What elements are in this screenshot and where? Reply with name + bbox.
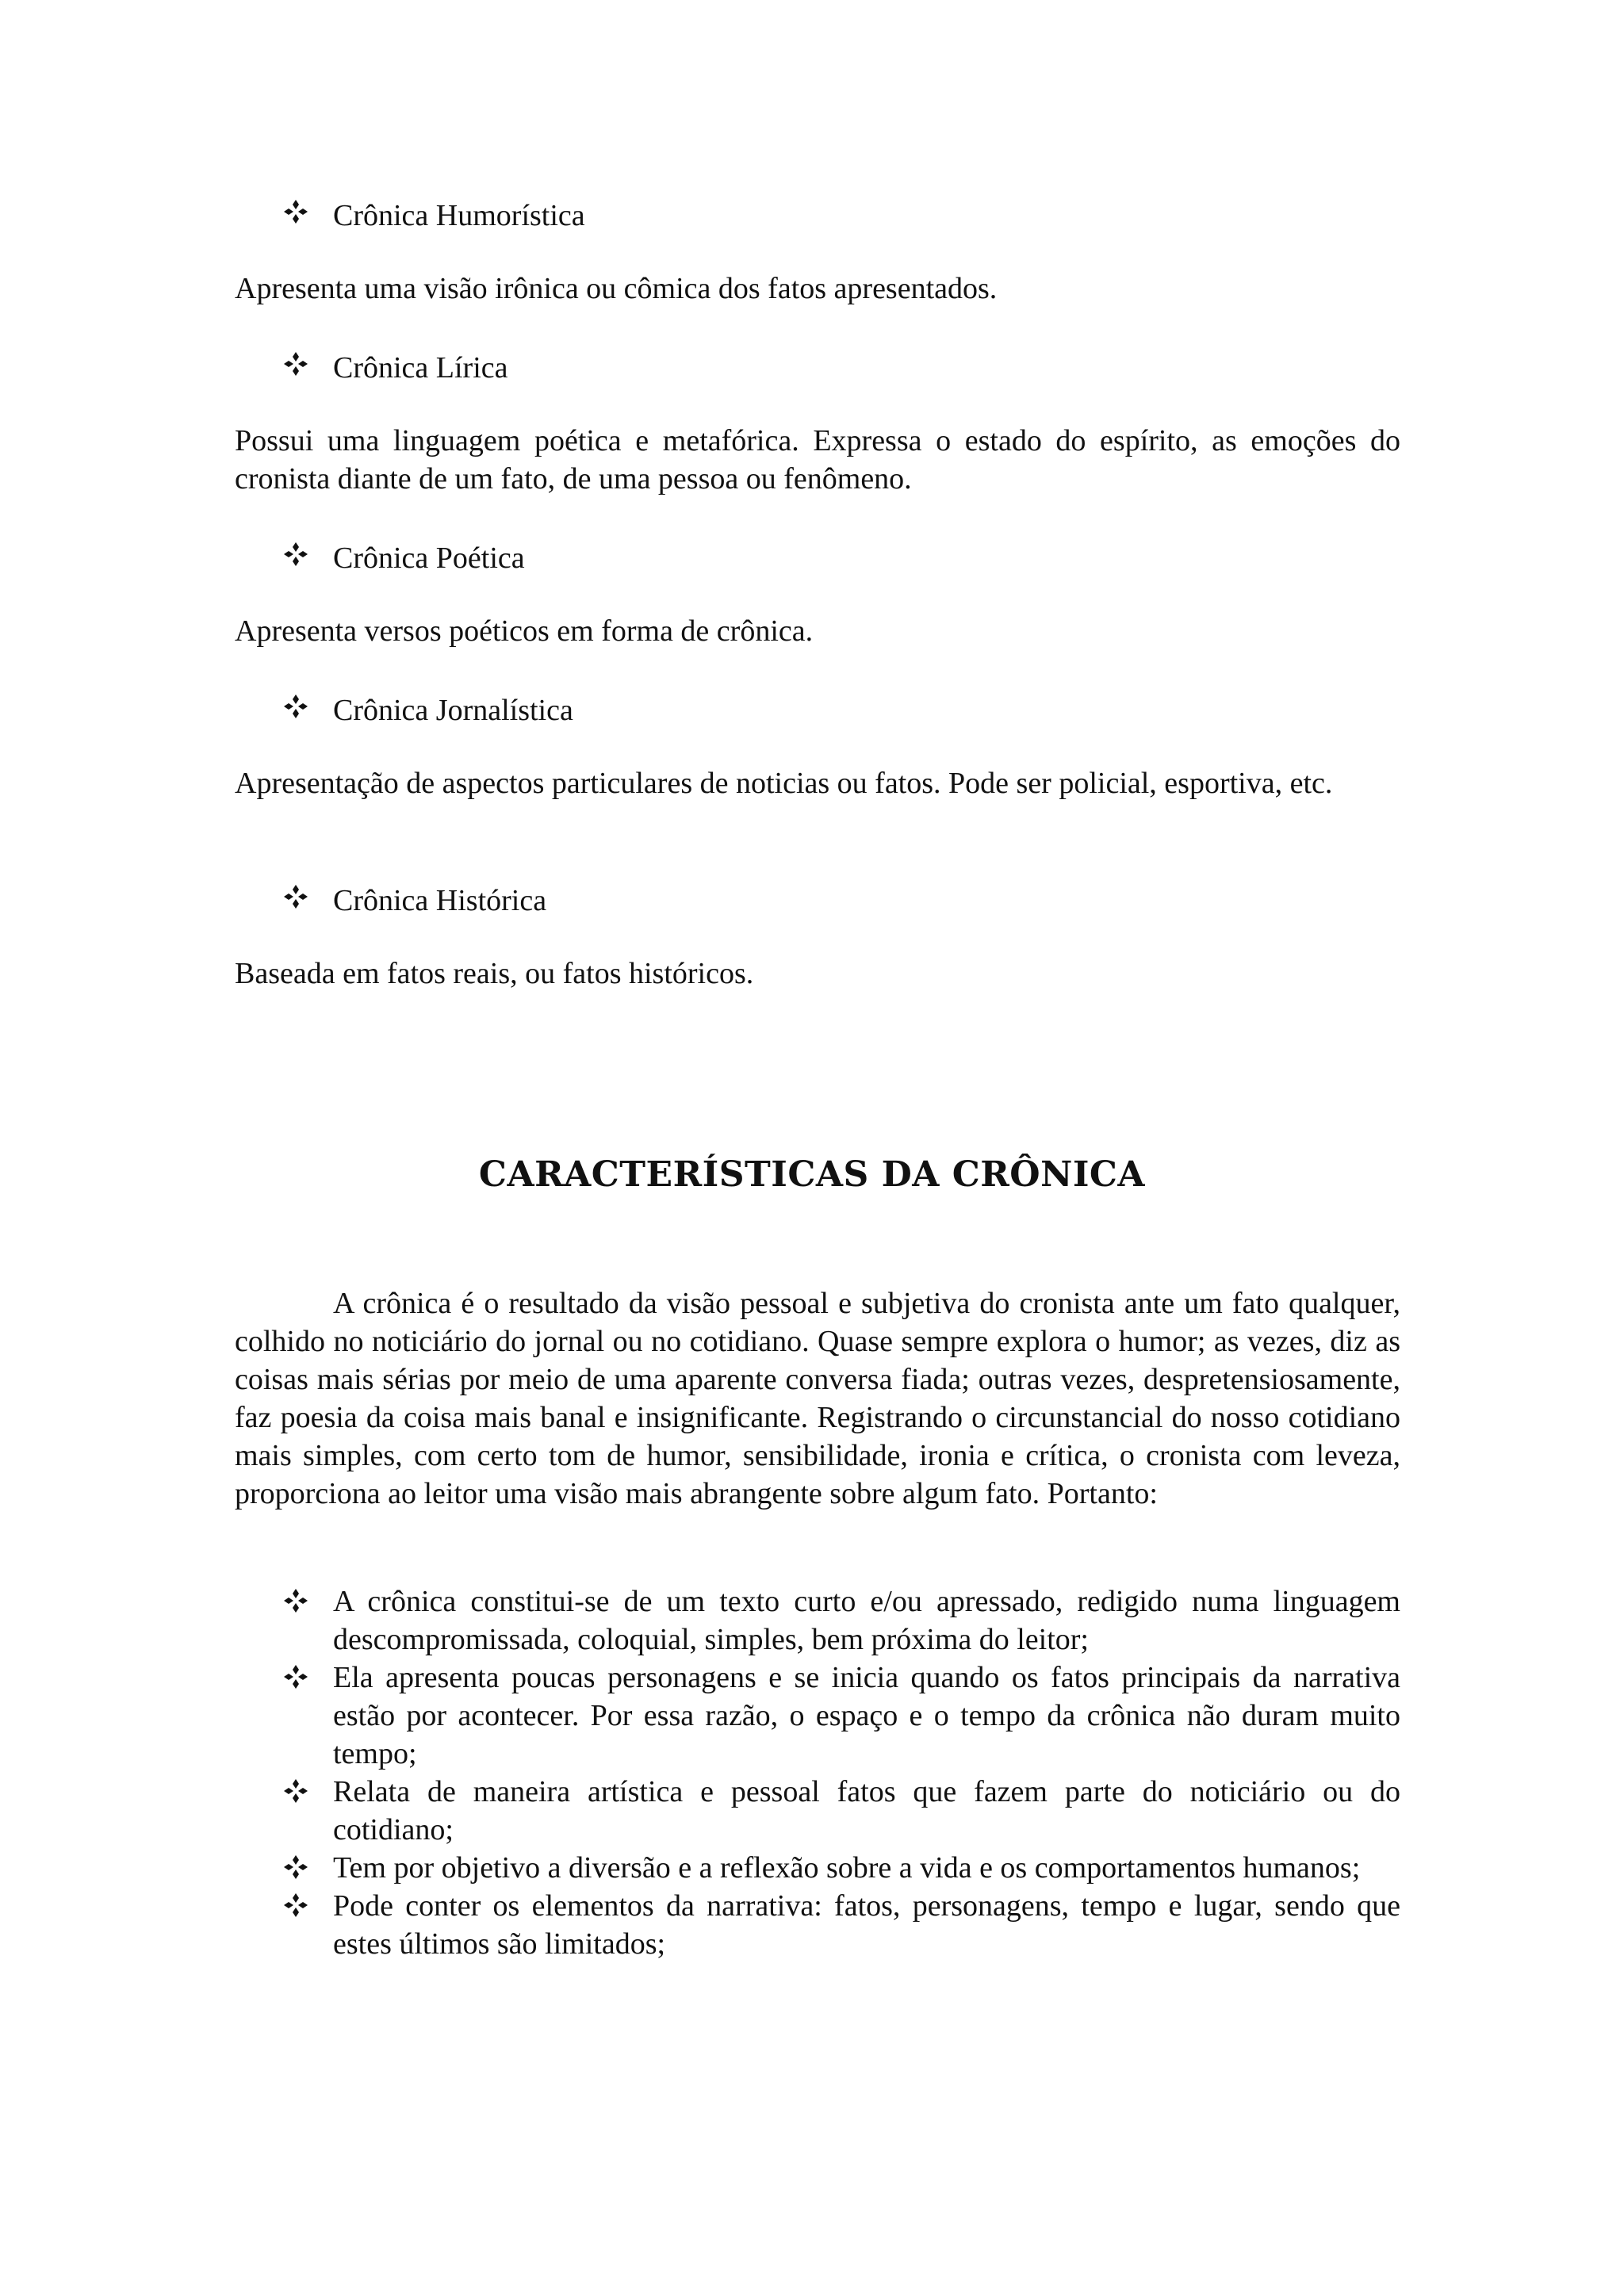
four-diamond-bullet-icon (282, 1854, 314, 1885)
four-diamond-bullet-icon (282, 541, 314, 572)
list-item (282, 1582, 1400, 1659)
four-diamond-bullet-icon (282, 198, 314, 230)
type-description: Apresenta uma visão irônica ou cômica dos fatos apresentados. (235, 272, 998, 305)
list-item (282, 1659, 1400, 1773)
type-heading-label: Crônica Jornalística (333, 694, 573, 727)
type-heading-jornalistica (282, 688, 573, 729)
type-heading-humoristica (282, 193, 585, 235)
type-heading-lirica (282, 346, 508, 387)
intro-paragraph (235, 1284, 1400, 1513)
section-title: CARACTERÍSTICAS DA CRÔNICA (478, 1154, 1146, 1195)
type-description: Baseada em fatos reais, ou fatos históricos. (235, 957, 754, 990)
type-heading-label: Crônica Humorística (333, 199, 585, 232)
list-item-text: A crônica constitui-se de um texto curto e/ou apressado, redigido numa linguagem descompromissada, coloquial, simples, bem próxima do leitor; (333, 1585, 1400, 1656)
four-diamond-bullet-icon (282, 1777, 314, 1809)
type-heading-label: Crônica Poética (333, 541, 525, 575)
list-item-text: Pode conter os elementos da narrativa: fatos, personagens, tempo e lugar, sendo que estes últimos são limitados; (333, 1889, 1400, 1961)
list-item (282, 1773, 1400, 1849)
type-heading-label: Crônica Histórica (333, 884, 547, 917)
list-item-text: Relata de maneira artística e pessoal fatos que fazem parte do noticiário ou do cotidiano; (333, 1775, 1400, 1846)
list-item (282, 1849, 1400, 1887)
list-item (282, 1887, 1400, 1963)
four-diamond-bullet-icon (282, 350, 314, 382)
four-diamond-bullet-icon (282, 1663, 314, 1695)
intro-paragraph-text: A crônica é o resultado da visão pessoal e subjetiva do cronista ante um fato qualquer, colhido no noticiário do jornal ou no cotidiano. Quase sempre explora o humor; as vezes, diz as coisas mais sérias por meio de uma aparente conversa fiada; outras vezes, despretensiosamente, faz poesia da coisa mais banal e insignificante. Registrando o circunstancial do nosso cotidiano mais simples, com certo tom de humor, sensibilidade, ironia e crítica, o cronista com leveza, proporciona ao leitor uma visão mais abrangente sobre algum fato. Portanto: (235, 1287, 1400, 1510)
list-item-text: Ela apresenta poucas personagens e se inicia quando os fatos principais da narrativa estão por acontecer. Por essa razão, o espaço e o tempo da crônica não duram muito tempo; (333, 1661, 1400, 1770)
type-heading-historica (282, 878, 546, 920)
type-description: Possui uma linguagem poética e metafórica. Expressa o estado do espírito, as emoções do cronista diante de um fato, de uma pessoa ou fenômeno. (235, 424, 1400, 496)
four-diamond-bullet-icon (282, 1892, 314, 1923)
four-diamond-bullet-icon (282, 693, 314, 725)
four-diamond-bullet-icon (282, 883, 314, 915)
type-heading-poetica (282, 536, 525, 577)
four-diamond-bullet-icon (282, 1587, 314, 1619)
characteristics-list (282, 1582, 1400, 1963)
list-item-text: Tem por objetivo a diversão e a reflexão sobre a vida e os comportamentos humanos; (333, 1851, 1361, 1885)
type-description: Apresentação de aspectos particulares de noticias ou fatos. Pode ser policial, esportiva, etc. (235, 767, 1333, 800)
type-heading-label: Crônica Lírica (333, 351, 508, 385)
type-description: Apresenta versos poéticos em forma de crônica. (235, 614, 814, 648)
